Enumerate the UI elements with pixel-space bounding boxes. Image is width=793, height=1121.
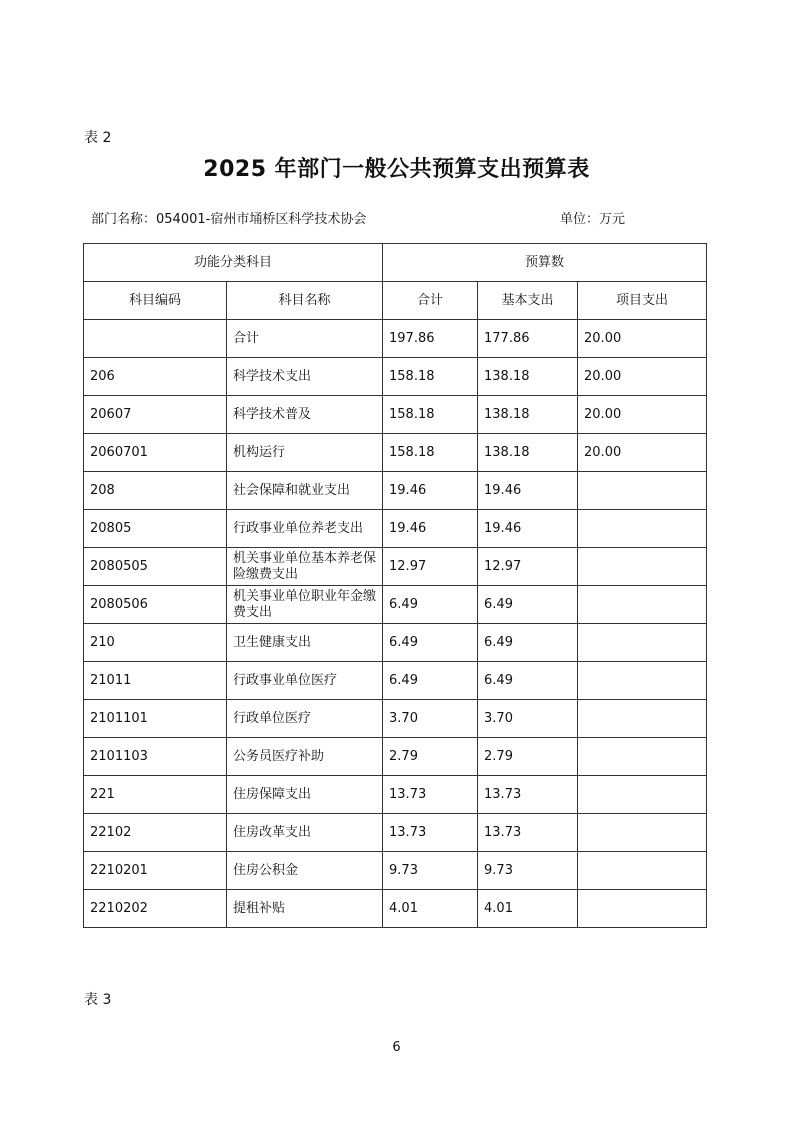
cell-name: 社会保障和就业支出: [227, 472, 383, 510]
table-row: [84, 700, 707, 738]
cell-total: 13.73: [383, 814, 478, 852]
cell-total: 12.97: [383, 548, 478, 586]
cell-name: 卫生健康支出: [227, 624, 383, 662]
cell-name: 住房公积金: [227, 852, 383, 890]
cell-code: 2101103: [84, 738, 227, 776]
cell-basic: 6.49: [478, 586, 578, 624]
cell-code: 2080505: [84, 548, 227, 586]
cell-project: 20.00: [578, 396, 707, 434]
cell-code: 2080506: [84, 586, 227, 624]
cell-code: 206: [84, 358, 227, 396]
cell-basic: 138.18: [478, 358, 578, 396]
cell-project: [578, 548, 707, 586]
cell-total: 6.49: [383, 586, 478, 624]
cell-project: [578, 776, 707, 814]
cell-basic: 4.01: [478, 890, 578, 928]
table-number-label: 表 2: [84, 130, 112, 146]
cell-code: 208: [84, 472, 227, 510]
column-header-project: 项目支出: [578, 282, 707, 320]
cell-name: 行政事业单位医疗: [227, 662, 383, 700]
cell-basic: 9.73: [478, 852, 578, 890]
cell-code: 20805: [84, 510, 227, 548]
cell-total: 3.70: [383, 700, 478, 738]
group-header-row: [84, 244, 707, 282]
table-row: [84, 510, 707, 548]
cell-basic: 19.46: [478, 472, 578, 510]
cell-name: 行政事业单位养老支出: [227, 510, 383, 548]
cell-name: 公务员医疗补助: [227, 738, 383, 776]
cell-total: 13.73: [383, 776, 478, 814]
cell-name: 机构运行: [227, 434, 383, 472]
cell-name: 住房保障支出: [227, 776, 383, 814]
table-row: [84, 738, 707, 776]
cell-project: [578, 662, 707, 700]
table-row: [84, 358, 707, 396]
cell-name: 科学技术支出: [227, 358, 383, 396]
cell-total: 19.46: [383, 510, 478, 548]
functional-classification-header: 功能分类科目: [84, 244, 383, 282]
cell-code: 20607: [84, 396, 227, 434]
table-row: [84, 396, 707, 434]
cell-code: 221: [84, 776, 227, 814]
cell-name: 科学技术普及: [227, 396, 383, 434]
cell-project: [578, 472, 707, 510]
unit-label: 单位：万元: [560, 212, 626, 227]
column-header-total: 合计: [383, 282, 478, 320]
table-row: [84, 814, 707, 852]
table-row: [84, 890, 707, 928]
next-table-label: 表 3: [84, 992, 112, 1008]
cell-project: [578, 700, 707, 738]
table-row: [84, 586, 707, 624]
cell-code: 2101101: [84, 700, 227, 738]
column-header-name: 科目名称: [227, 282, 383, 320]
column-header-code: 科目编码: [84, 282, 227, 320]
table-row: [84, 852, 707, 890]
table-row: [84, 662, 707, 700]
cell-name: 机关事业单位基本养老保险缴费支出: [227, 548, 383, 586]
cell-total: 9.73: [383, 852, 478, 890]
cell-name: 合计: [227, 320, 383, 358]
cell-project: [578, 624, 707, 662]
cell-code: 21011: [84, 662, 227, 700]
cell-project: [578, 890, 707, 928]
table-row: [84, 548, 707, 586]
cell-project: [578, 738, 707, 776]
cell-total: 158.18: [383, 358, 478, 396]
cell-basic: 3.70: [478, 700, 578, 738]
cell-total: 4.01: [383, 890, 478, 928]
cell-basic: 13.73: [478, 776, 578, 814]
cell-name: 行政单位医疗: [227, 700, 383, 738]
cell-basic: 138.18: [478, 396, 578, 434]
cell-total: 158.18: [383, 434, 478, 472]
cell-name: 机关事业单位职业年金缴费支出: [227, 586, 383, 624]
cell-basic: 6.49: [478, 662, 578, 700]
cell-basic: 6.49: [478, 624, 578, 662]
budget-amount-header: 预算数: [383, 244, 707, 282]
cell-code: 210: [84, 624, 227, 662]
cell-total: 6.49: [383, 662, 478, 700]
table-row: [84, 434, 707, 472]
cell-code: 2210201: [84, 852, 227, 890]
cell-total: 197.86: [383, 320, 478, 358]
column-header-row: [84, 282, 707, 320]
table-body: [84, 320, 707, 928]
cell-project: 20.00: [578, 320, 707, 358]
cell-total: 158.18: [383, 396, 478, 434]
table-row: [84, 624, 707, 662]
table-row: [84, 320, 707, 358]
cell-basic: 138.18: [478, 434, 578, 472]
cell-basic: 12.97: [478, 548, 578, 586]
cell-basic: 2.79: [478, 738, 578, 776]
budget-table: [83, 243, 707, 928]
cell-basic: 19.46: [478, 510, 578, 548]
department-name: 部门名称：054001-宿州市埇桥区科学技术协会: [91, 212, 367, 227]
cell-code: [84, 320, 227, 358]
cell-total: 6.49: [383, 624, 478, 662]
cell-name: 提租补贴: [227, 890, 383, 928]
cell-project: [578, 852, 707, 890]
cell-project: 20.00: [578, 358, 707, 396]
table-row: [84, 776, 707, 814]
cell-basic: 13.73: [478, 814, 578, 852]
cell-code: 22102: [84, 814, 227, 852]
cell-basic: 177.86: [478, 320, 578, 358]
cell-project: [578, 814, 707, 852]
cell-total: 19.46: [383, 472, 478, 510]
table-row: [84, 472, 707, 510]
page-title: 2025 年部门一般公共预算支出预算表: [203, 157, 590, 182]
cell-code: 2210202: [84, 890, 227, 928]
cell-total: 2.79: [383, 738, 478, 776]
cell-name: 住房改革支出: [227, 814, 383, 852]
cell-project: 20.00: [578, 434, 707, 472]
cell-project: [578, 510, 707, 548]
column-header-basic: 基本支出: [478, 282, 578, 320]
cell-code: 2060701: [84, 434, 227, 472]
page-number: 6: [392, 1040, 401, 1055]
cell-project: [578, 586, 707, 624]
